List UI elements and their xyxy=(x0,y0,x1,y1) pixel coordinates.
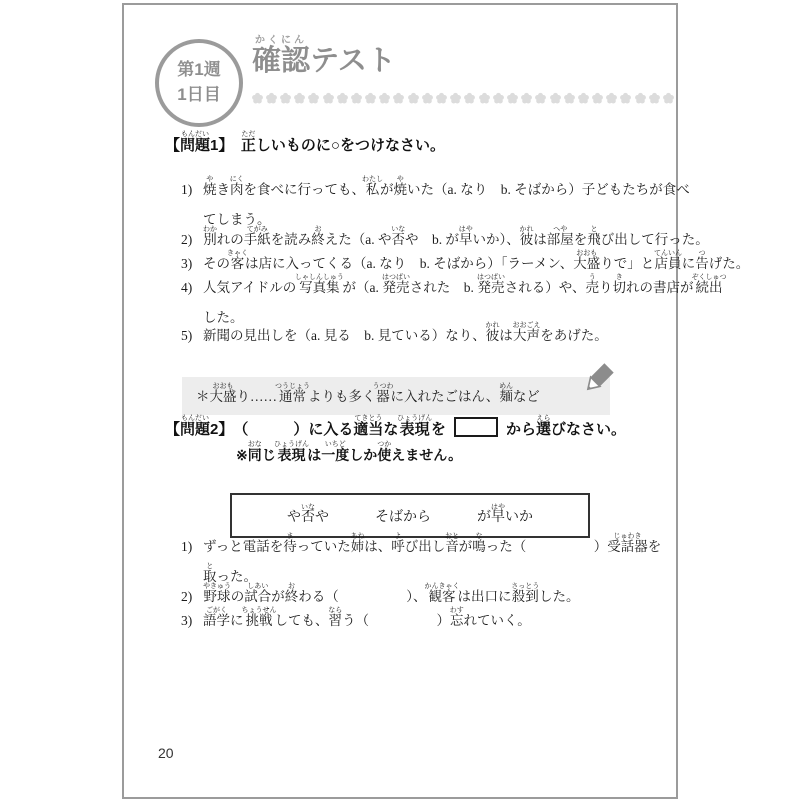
flower-icon xyxy=(524,96,529,101)
flower-icon xyxy=(652,96,657,101)
word-bank-option: そばから xyxy=(375,509,431,525)
flower-icon xyxy=(411,96,416,101)
flower-icon xyxy=(382,96,387,101)
flower-icon xyxy=(340,96,345,101)
problem2-heading-pre: 【問題もんだい2】 （ ）に入る適当てきとうな表現ひょうげんを xyxy=(165,415,446,438)
flower-icon xyxy=(623,96,628,101)
item-text: 別わかれの手紙てがみを読み終おえた（a. や否いなや b. が早はやいか）、彼かれは部屋へやを飛とび出して行った。 xyxy=(203,225,709,247)
problem1-item-5 xyxy=(181,321,608,351)
vocab-note-text: ＊大盛おおもり……通常つうじょうよりも多く器うつわに入れたごはん、麺めんなど xyxy=(196,382,540,404)
flower-icon xyxy=(297,96,302,101)
item-number: 1) xyxy=(181,182,193,197)
item-number: 3) xyxy=(181,613,193,628)
flower-icon xyxy=(510,96,515,101)
item-text: 人気アイドルの写真集しゃしんしゅうが（a. 発売はつばいされた b. 発売はつばいされる）や、売うり切きれの書店が続出ぞくしゅつ xyxy=(203,273,727,295)
item-number: 4) xyxy=(181,280,193,295)
badge-week: 第1週 xyxy=(177,60,221,80)
item-number: 3) xyxy=(181,256,193,271)
flower-icon xyxy=(425,96,430,101)
badge-day: 1日目 xyxy=(177,85,221,104)
pencil-icon xyxy=(584,357,620,393)
flower-icon xyxy=(354,96,359,101)
flower-icon xyxy=(396,96,401,101)
workbook-page xyxy=(122,3,750,799)
problem1-heading: 【問題もんだい1】 正ただしいものに○をつけなさい。 xyxy=(165,131,445,154)
item-text: した。 xyxy=(203,310,244,325)
item-number: 5) xyxy=(181,328,193,343)
flower-icon xyxy=(255,96,260,101)
item-text: 語学ごがくに挑戦ちょうせんしても、習ならう（ ）忘わすれていく。 xyxy=(203,606,531,628)
item-text: ずっと電話を待まっていた姉あねは、呼よび出し音おとが鳴なった（ ）受話器じゅわきを xyxy=(203,532,662,554)
word-bank-option: が早はやいか xyxy=(477,502,533,525)
problem2-note: ※同おなじ表現ひょうげんは一度いちどしか使つかえません。 xyxy=(236,441,463,463)
item-text: 新聞の見出しを（a. 見る b. 見ている）なり、彼かれは大声おおごえをあげた。 xyxy=(203,321,608,343)
item-text: 取とった。 xyxy=(203,562,257,584)
vocab-note-box xyxy=(182,377,610,415)
flower-icon xyxy=(666,96,671,101)
flower-icon xyxy=(567,96,572,101)
flower-icon xyxy=(326,96,331,101)
flower-icon xyxy=(496,96,501,101)
flower-icon xyxy=(638,96,643,101)
answer-source-box xyxy=(454,417,498,437)
page-title: 確認かくにんテスト xyxy=(252,35,396,77)
flower-icon xyxy=(609,96,614,101)
flower-icon xyxy=(538,96,543,101)
word-bank-option: や否いなや xyxy=(287,502,329,525)
flower-icon xyxy=(269,96,274,101)
flower-icon xyxy=(581,96,586,101)
item-number: 2) xyxy=(181,589,193,604)
item-number: 1) xyxy=(181,539,193,554)
week-day-badge xyxy=(155,39,243,127)
item-text: 焼やき肉にくを食べに行っても、私わたしが焼やいた（a. なり b. そばから）子どもたちが食べ xyxy=(203,175,690,197)
flower-icon xyxy=(482,96,487,101)
item-text: 野球やきゅうの試合しあいが終おわる（ ）、観客かんきゃくは出口に殺到さっとうした。 xyxy=(203,582,580,604)
item-text: その客きゃくは店に入ってくる（a. なり b. そばから）「ラーメン、大盛おおもりで」と店員てんいんに告つげた。 xyxy=(203,249,750,271)
flower-icon xyxy=(368,96,373,101)
flower-icon xyxy=(595,96,600,101)
item-number: 2) xyxy=(181,232,193,247)
problem2-heading-post: から選えらびなさい。 xyxy=(505,415,626,438)
flower-divider xyxy=(250,93,676,101)
flower-icon xyxy=(439,96,444,101)
flower-icon xyxy=(283,96,288,101)
page-number: 20 xyxy=(158,745,174,761)
flower-icon xyxy=(467,96,472,101)
flower-icon xyxy=(553,96,558,101)
item-text: てしまう。 xyxy=(203,212,271,227)
flower-icon xyxy=(453,96,458,101)
problem2-item-3 xyxy=(181,606,531,636)
flower-icon xyxy=(311,96,316,101)
